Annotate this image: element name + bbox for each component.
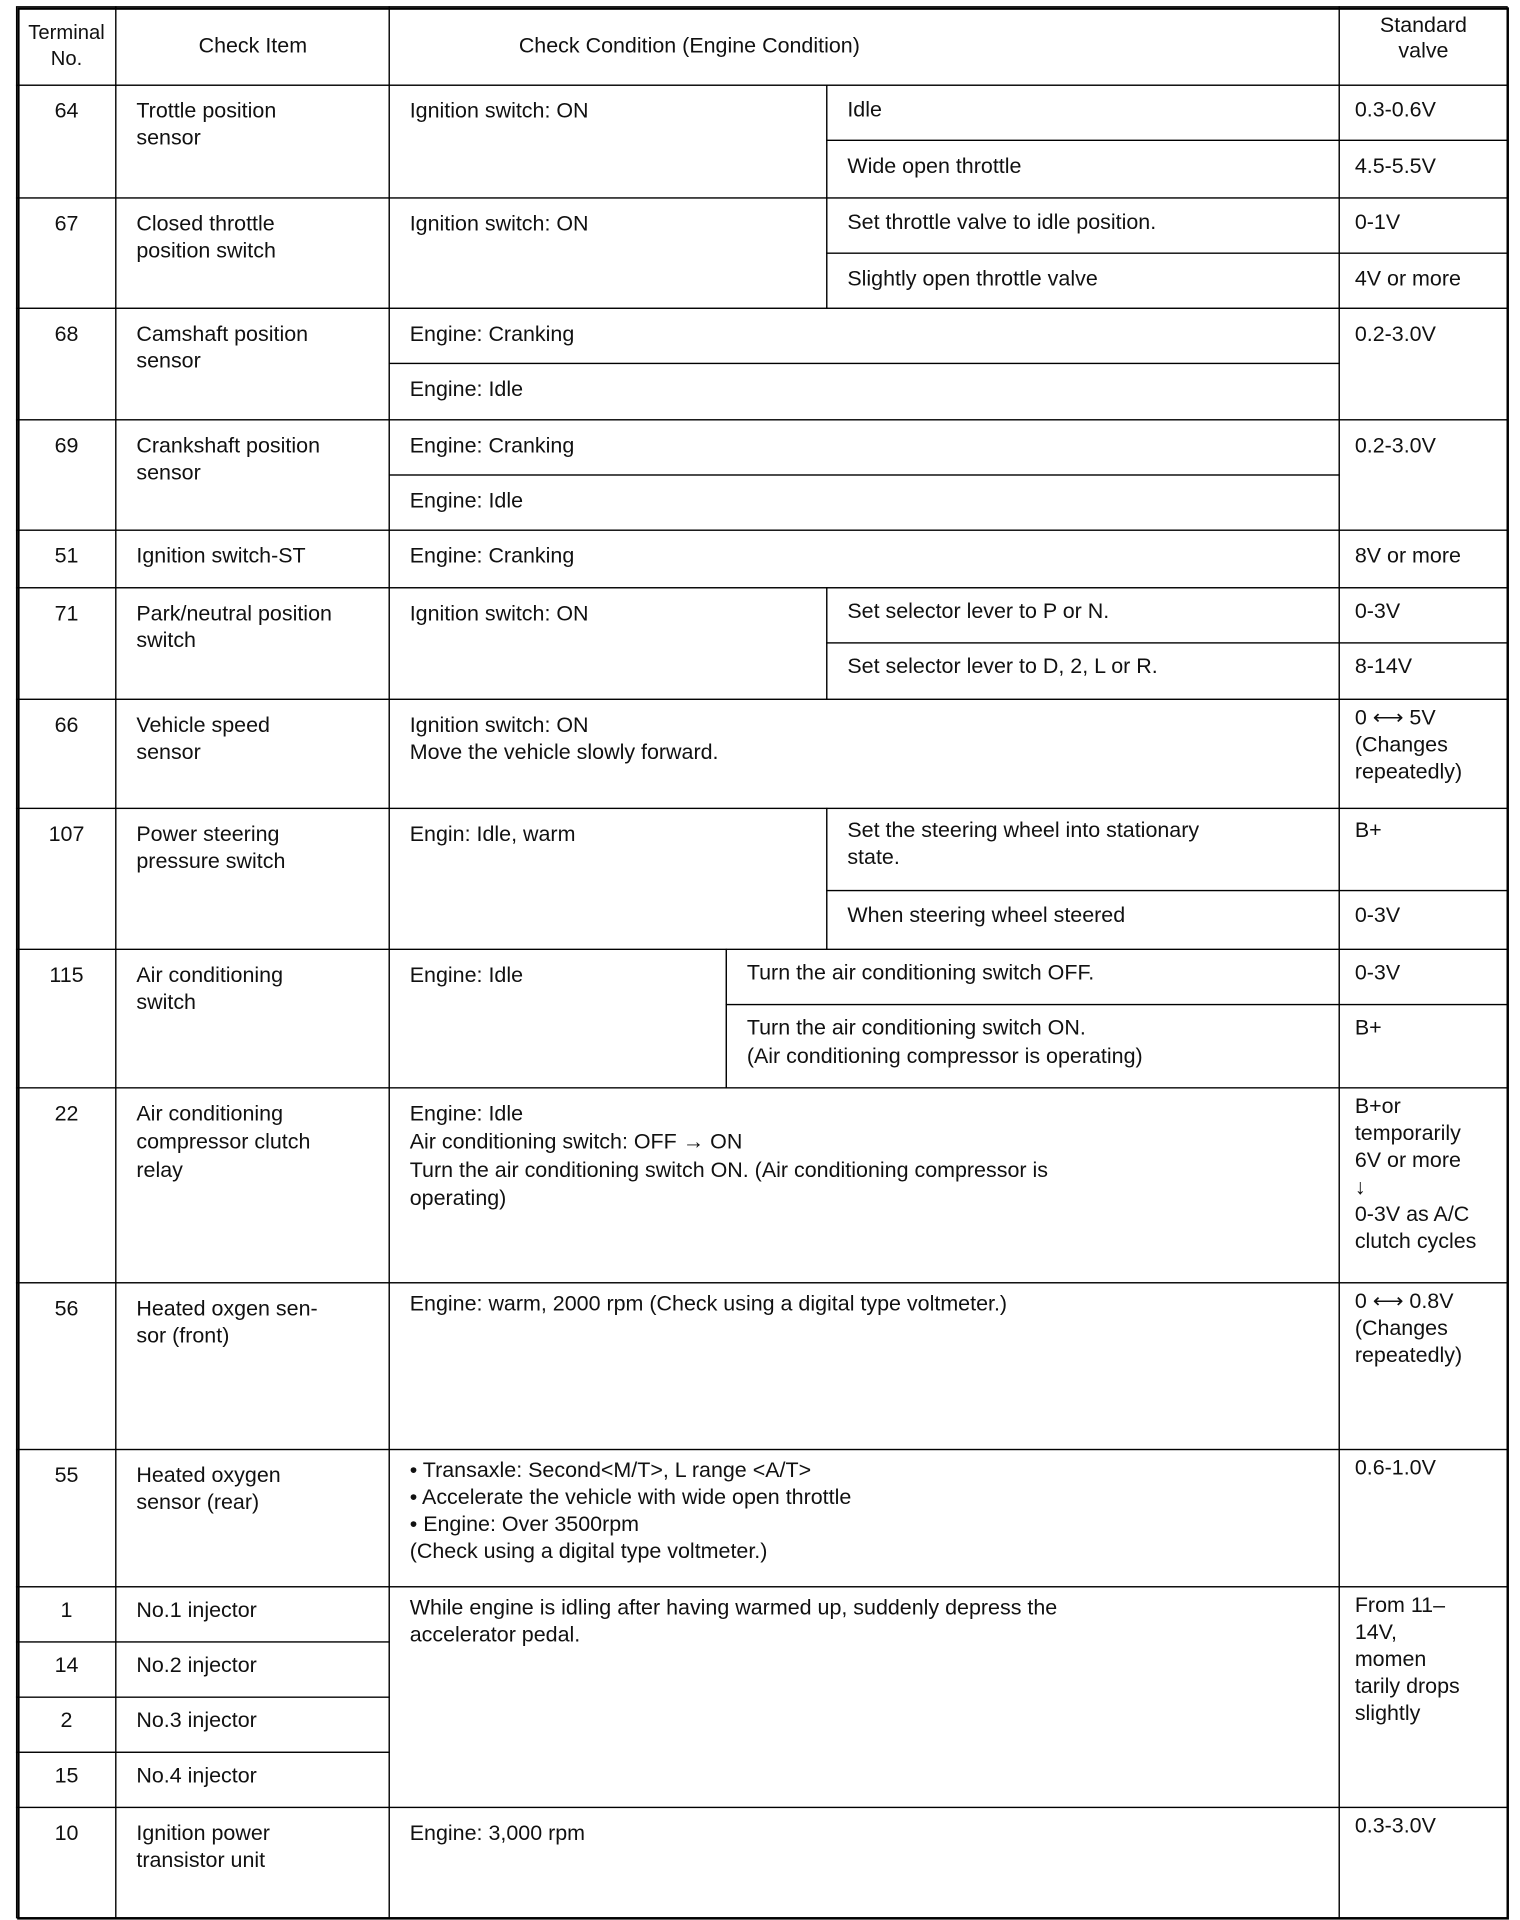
check-item: Camshaft position sensor [116,308,391,421]
standard-value: 4.5-5.5V [1339,140,1508,199]
check-item: No.4 injector [116,1752,391,1808]
check-item: Crankshaft position sensor [116,420,391,532]
terminal-no: 56 [16,1282,117,1450]
sub-condition: Set the steering wheel into stationary state. [826,808,1340,891]
check-item: Heated oxgen sen- sor (front) [116,1282,391,1450]
check-condition: Engine: Idle [389,363,1340,421]
terminal-no: 68 [16,308,117,421]
terminal-no: 115 [16,949,117,1089]
standard-value: 4V or more [1339,253,1508,309]
terminal-no: 66 [16,699,117,809]
terminal-no: 71 [16,587,117,700]
terminal-no: 64 [16,85,117,199]
check-condition: Ignition switch: ON Move the vehicle slowly forward. [389,699,1340,809]
standard-value: 0.6-1.0V [1339,1449,1508,1588]
sub-condition: When steering wheel steered [826,890,1340,950]
sub-condition: Set selector lever to P or N. [826,587,1340,643]
check-item: No.1 injector [116,1586,391,1642]
check-condition: Engine: warm, 2000 rpm (Check using a digital type voltmeter.) [389,1282,1340,1450]
check-condition: Ignition switch: ON [389,198,828,310]
check-condition: Engine: Idle Air conditioning switch: OFF → ON Turn the air conditioning switch ON. (Air conditioning compressor is operating) [389,1088,1340,1284]
terminal-no: 10 [16,1807,117,1919]
check-condition: While engine is idling after having warmed up, suddenly depress the accelerator pedal. [389,1586,1340,1808]
sub-condition: Set throttle valve to idle position. [826,198,1340,254]
check-item: Power steering pressure switch [116,808,391,950]
standard-value: 0-3V [1339,587,1508,643]
standard-value: 0.3-3.0V [1339,1807,1508,1919]
standard-value: 8-14V [1339,643,1508,701]
check-item: Park/neutral position switch [116,587,391,700]
terminal-no: 51 [16,530,117,589]
standard-value: 0 ⟷ 0.8V (Changes repeatedly) [1339,1282,1508,1450]
check-item: Vehicle speed sensor [116,699,391,809]
check-item: No.2 injector [116,1642,391,1698]
sub-condition: Wide open throttle [826,140,1340,199]
check-condition: Engine: Cranking [389,530,1340,589]
standard-value: 0-3V [1339,890,1508,950]
standard-value: B+ [1339,808,1508,891]
check-item: Trottle position sensor [116,85,391,199]
check-condition: Engine: Idle [389,475,1340,531]
terminal-no: 2 [16,1697,117,1753]
check-condition: Engine: Idle [389,949,727,1089]
check-condition: Ignition switch: ON [389,85,828,199]
standard-value: B+ [1339,1004,1508,1089]
standard-value: 0-1V [1339,198,1508,254]
standard-value: 0.2-3.0V [1339,308,1508,421]
header-check-condition: Check Condition (Engine Condition) [389,6,1340,86]
standard-value: 0.2-3.0V [1339,420,1508,532]
terminal-no: 69 [16,420,117,532]
terminal-no: 22 [16,1088,117,1284]
terminal-no: 55 [16,1449,117,1588]
header-check-item: Check Item [116,6,391,86]
check-item: Air conditioning compressor clutch relay [116,1088,391,1284]
standard-value: 0.3-0.6V [1339,85,1508,141]
sub-condition: Set selector lever to D, 2, L or R. [826,643,1340,701]
check-condition: Engine: Cranking [389,420,1340,476]
check-item: Ignition power transistor unit [116,1807,391,1919]
header-standard-value: Standard valve [1339,6,1508,86]
check-condition: Engine: 3,000 rpm [389,1807,1340,1919]
sub-condition: Turn the air conditioning switch ON. (Air conditioning compressor is operating) [726,1004,1340,1089]
terminal-no: 15 [16,1752,117,1808]
check-item: Closed throttle position switch [116,198,391,310]
standard-value: 0 ⟷ 5V (Changes repeatedly) [1339,699,1508,809]
terminal-no: 1 [16,1586,117,1642]
standard-value: From 11– 14V, momen tarily drops slightly [1339,1586,1508,1808]
sub-condition: Idle [826,85,1340,141]
check-condition: Engin: Idle, warm [389,808,828,950]
standard-value: B+or temporarily 6V or more ↓ 0-3V as A/C clutch cycles [1339,1088,1508,1284]
header-terminal-no: Terminal No. [16,6,117,86]
terminal-no: 67 [16,198,117,310]
terminal-no: 107 [16,808,117,950]
check-condition: Ignition switch: ON [389,587,828,700]
check-item: Ignition switch-ST [116,530,391,589]
check-condition: Engine: Cranking [389,308,1340,364]
check-item: Heated oxygen sensor (rear) [116,1449,391,1588]
standard-value: 8V or more [1339,530,1508,589]
check-item: No.3 injector [116,1697,391,1753]
standard-value: 0-3V [1339,949,1508,1005]
terminal-no: 14 [16,1642,117,1698]
sub-condition: Turn the air conditioning switch OFF. [726,949,1340,1005]
check-item: Air conditioning switch [116,949,391,1089]
sub-condition: Slightly open throttle valve [826,253,1340,309]
check-condition: • Transaxle: Second<M/T>, L range <A/T> • Accelerate the vehicle with wide open throttle • Engine: Over 3500rpm (Check using a digital type voltmeter.) [389,1449,1340,1588]
